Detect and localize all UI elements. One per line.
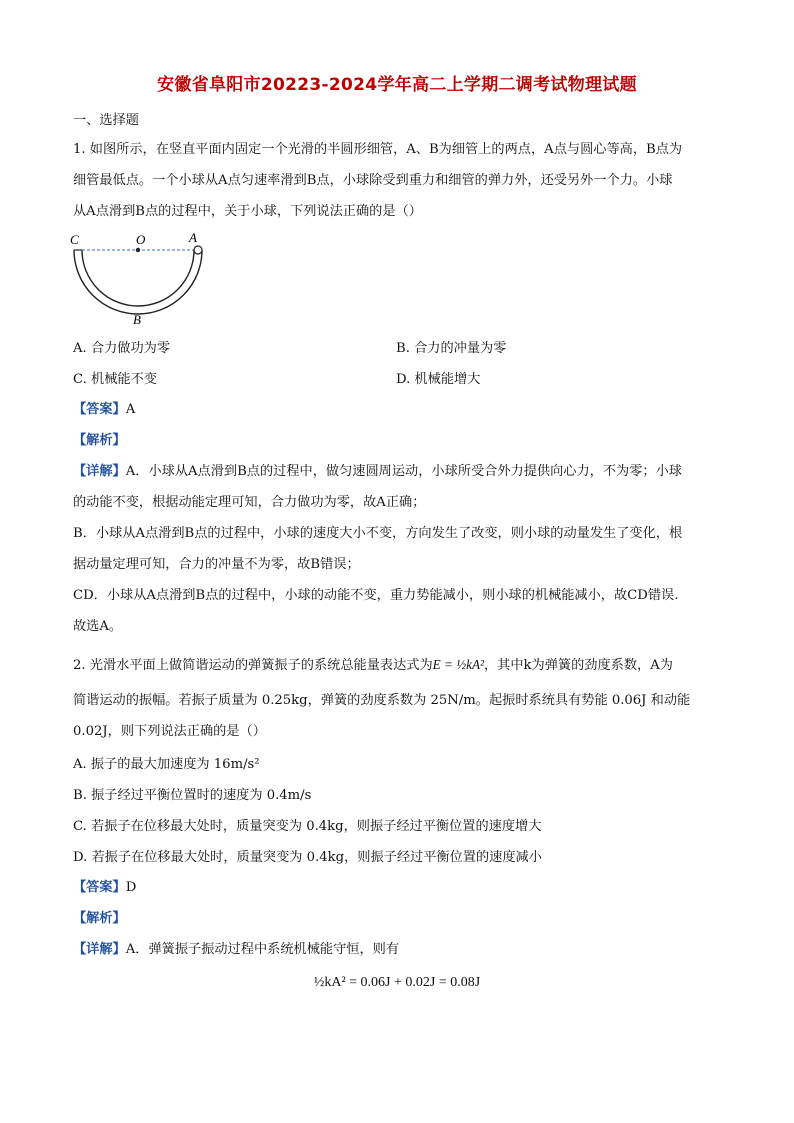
label-b: B bbox=[133, 312, 141, 327]
q1-detail-line-1 bbox=[73, 462, 728, 482]
q1-analysis-tag: 【解析】 bbox=[73, 433, 126, 448]
q2-answer-row bbox=[73, 878, 728, 898]
q2-detail-tag: 【详解】 bbox=[73, 942, 126, 957]
q2-option-b: B. 振子经过平衡位置时的速度为 0.4m/s bbox=[73, 788, 312, 803]
ball-at-a bbox=[194, 246, 202, 254]
q1-answer: A bbox=[125, 402, 136, 417]
q1-answer-tag: 【答案】 bbox=[73, 402, 126, 417]
q2-energy-formula: E = ½kA² bbox=[432, 657, 484, 672]
label-c: C bbox=[70, 232, 79, 247]
q2-answer-tag: 【答案】 bbox=[73, 880, 126, 895]
q2-line-1-post: ，其中k为弹簧的劲度系数，A为 bbox=[483, 658, 673, 673]
q1-option-a: A. 合力做功为零 bbox=[73, 341, 171, 356]
q1-answer-row bbox=[73, 400, 728, 420]
q1-option-b: B. 合力的冲量为零 bbox=[396, 341, 507, 356]
q1-detail-line-3: B．小球从A点滑到B点的过程中，小球的速度大小不变，方向发生了改变，则小球的动量发生了变化，根 bbox=[73, 526, 683, 541]
q1-analysis-row bbox=[73, 431, 728, 451]
q2-analysis-tag: 【解析】 bbox=[73, 911, 126, 926]
q1-option-c: C. 机械能不变 bbox=[73, 372, 157, 387]
q1-detail-tag: 【详解】 bbox=[73, 464, 126, 479]
q2-line-3: 0.02J，则下列说法正确的是（） bbox=[73, 724, 266, 739]
q2-option-d: D. 若振子在位移最大处时，质量突变为 0.4kg，则振子经过平衡位置的速度减小 bbox=[73, 850, 542, 865]
label-a: A bbox=[189, 232, 197, 245]
tube-outer-arc bbox=[74, 250, 202, 314]
q1-line-3: 从A点滑到B点的过程中，关于小球，下列说法正确的是（） bbox=[73, 204, 422, 219]
q2-line-2: 简谐运动的振幅。若振子质量为 0.25kg，弹簧的劲度系数为 25N/m。起振时系统具有势能 0.06J 和动能 bbox=[73, 693, 691, 708]
q1-line-2: 细管最低点。一个小球从A点匀速率滑到B点，小球除受到重力和细管的弹力外，还受另外一个力。小球 bbox=[73, 173, 673, 188]
q1-line-1: 1. 如图所示，在竖直平面内固定一个光滑的半圆形细管，A、B为细管上的两点，A点与圆心等高，B点为 bbox=[73, 142, 683, 157]
label-o: O bbox=[136, 232, 146, 247]
q1-detail-text-1: A．小球从A点滑到B点的过程中，做匀速圆周运动，小球所受合外力提供向心力，不为零；小球 bbox=[125, 464, 682, 479]
q1-detail-line-4: 据动量定理可知，合力的冲量不为零，故B错误； bbox=[73, 557, 360, 572]
q2-option-a: A. 振子的最大加速度为 16m/s² bbox=[73, 757, 260, 772]
q1-detail-line-5: CD．小球从A点滑到B点的过程中，小球的动能不变，重力势能减小，则小球的机械能减小，故CD错误. bbox=[73, 588, 679, 603]
q2-line-1-pre: 2. 光滑水平面上做简谐运动的弹簧振子的系统总能量表达式为 bbox=[73, 658, 433, 673]
tube-inner-arc bbox=[82, 250, 194, 306]
q2-analysis-row bbox=[73, 909, 728, 929]
q1-detail-line-6: 故选A。 bbox=[73, 619, 123, 634]
q2-line-1 bbox=[73, 655, 728, 676]
q2-energy-equation: ½kA² = 0.06J + 0.02J = 0.08J bbox=[313, 975, 481, 990]
q1-detail-line-2: 的动能不变，根据动能定理可知，合力做功为零，故A正确； bbox=[73, 495, 426, 510]
section-heading: 一、选择题 bbox=[73, 113, 139, 128]
q2-option-c: C. 若振子在位移最大处时，质量突变为 0.4kg，则振子经过平衡位置的速度增大 bbox=[73, 819, 542, 834]
q2-detail-line-1 bbox=[73, 940, 728, 960]
q2-detail-text-1: A．弹簧振子振动过程中系统机械能守恒，则有 bbox=[125, 942, 400, 957]
q2-answer: D bbox=[125, 880, 137, 895]
q1-option-d: D. 机械能增大 bbox=[396, 372, 481, 387]
q1-semicircle-tube-figure bbox=[68, 232, 208, 328]
page-title: 安徽省阜阳市20223-2024学年高二上学期二调考试物理试题 bbox=[157, 75, 637, 95]
center-point-o bbox=[136, 248, 140, 252]
